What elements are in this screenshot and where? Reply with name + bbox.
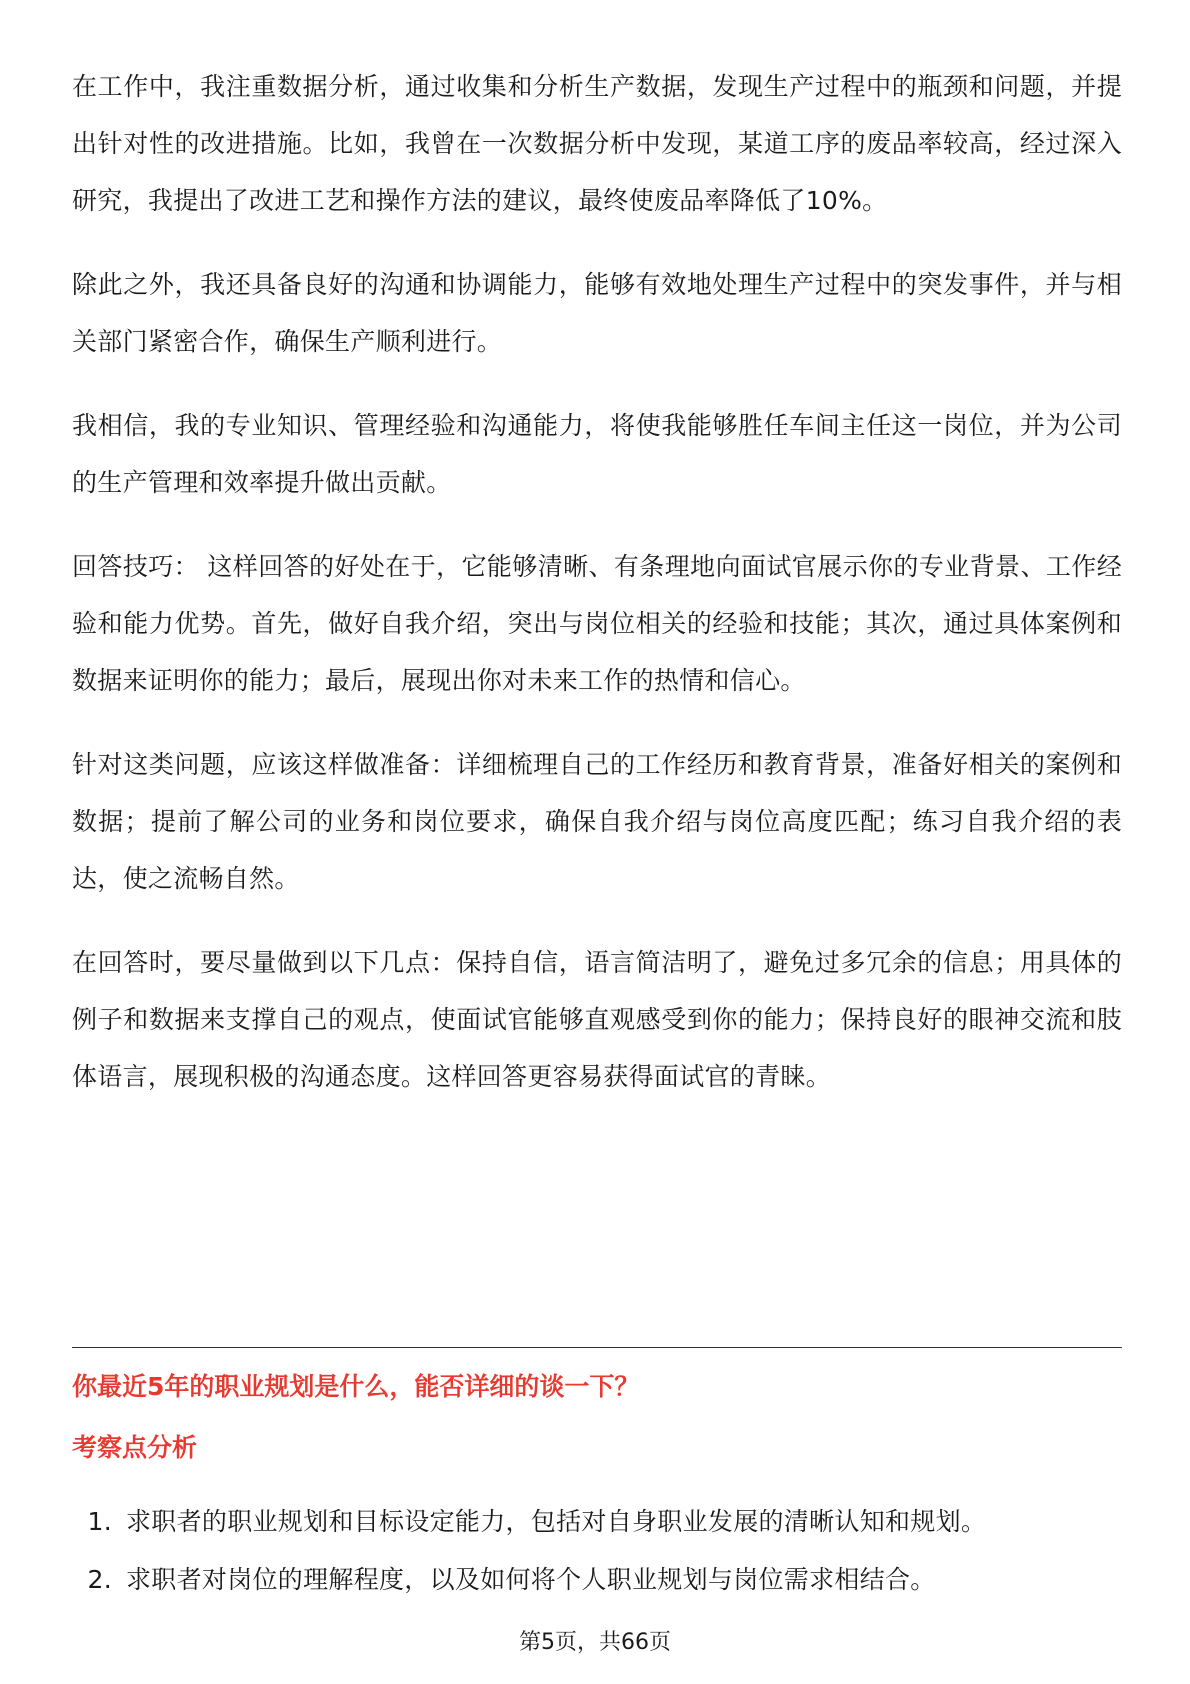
- paragraph-answer-tips: 回答技巧： 这样回答的好处在于，它能够清晰、有条理地向面试官展示你的专业背景、工作经验和能力优势。首先，做好自我介绍，突出与岗位相关的经验和技能；其次，通过具体案例和数据来证明你的能力；最后，展现出你对未来工作的热情和信心。: [72, 552, 1122, 695]
- paragraph-data-analysis: 在工作中，我注重数据分析，通过收集和分析生产数据，发现生产过程中的瓶颈和问题，并提出针对性的改进措施。比如，我曾在一次数据分析中发现，某道工序的废品率较高，经过深入研究，我提出了改进工艺和操作方法的建议，最终使废品率降低了10%。: [72, 72, 1122, 215]
- section-heading: 考察点分析: [72, 1433, 198, 1462]
- paragraph-communication: 除此之外，我还具备良好的沟通和协调能力，能够有效地处理生产过程中的突发事件，并与相关部门紧密合作，确保生产顺利进行。: [72, 270, 1122, 356]
- paragraph-conclusion: 我相信，我的专业知识、管理经验和沟通能力，将使我能够胜任车间主任这一岗位，并为公司的生产管理和效率提升做出贡献。: [72, 411, 1122, 497]
- section-divider: [72, 1347, 1122, 1348]
- list-item-number: 2.: [87, 1565, 112, 1594]
- list-item-text: 求职者对岗位的理解程度，以及如何将个人职业规划与岗位需求相结合。: [126, 1565, 936, 1594]
- paragraph-answer-points: 在回答时，要尽量做到以下几点：保持自信，语言简洁明了，避免过多冗余的信息；用具体的例子和数据来支撑自己的观点，使面试官能够直观感受到你的能力；保持良好的眼神交流和肢体语言，展现积极的沟通态度。这样回答更容易获得面试官的青睐。: [72, 948, 1122, 1091]
- list-item-number: 1.: [87, 1507, 112, 1536]
- page-number: 第5页，共66页: [519, 1630, 671, 1655]
- list-item: [72, 1551, 1122, 1609]
- paragraph-preparation: 针对这类问题，应该这样做准备：详细梳理自己的工作经历和教育背景，准备好相关的案例和数据；提前了解公司的业务和岗位要求，确保自我介绍与岗位高度匹配；练习自我介绍的表达，使之流畅自然。: [72, 750, 1122, 893]
- list-item-text: 求职者的职业规划和目标设定能力，包括对自身职业发展的清晰认知和规划。: [126, 1507, 987, 1536]
- body-text: [72, 58, 1122, 1132]
- question-title: 你最近5年的职业规划是什么，能否详细的谈一下？: [72, 1372, 640, 1401]
- analysis-points-list: [72, 1493, 1122, 1609]
- list-item: [72, 1493, 1122, 1551]
